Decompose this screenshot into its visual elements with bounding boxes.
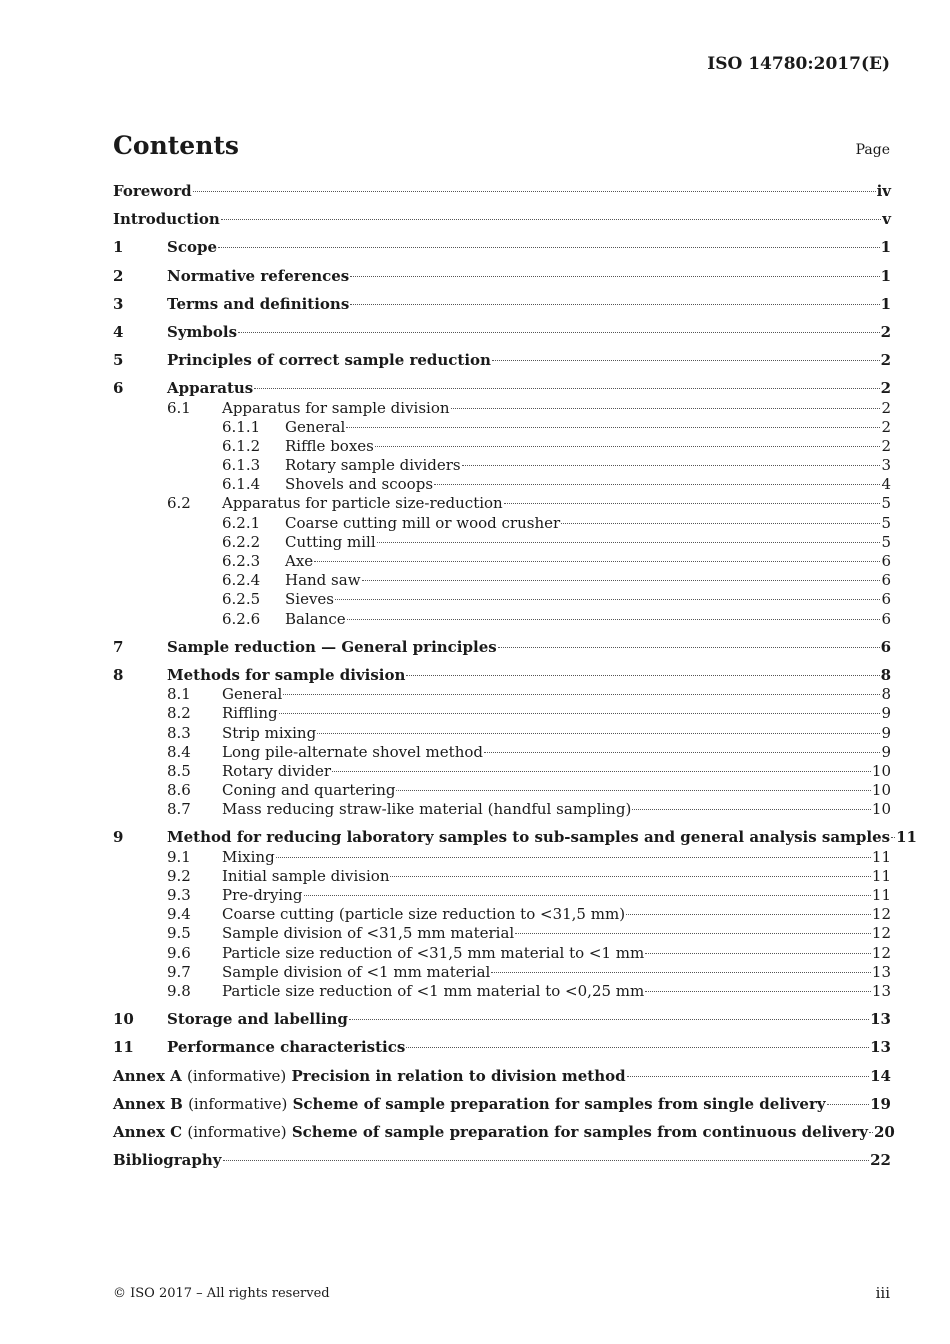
toc-entry-page: 2 bbox=[881, 436, 891, 455]
toc-entry-page: 12 bbox=[871, 924, 891, 943]
toc-entry-title bbox=[167, 1038, 405, 1057]
dot-leader bbox=[627, 1076, 870, 1077]
toc-entry-title-text: Coarse cutting mill or wood crusher bbox=[285, 513, 561, 532]
dot-leader bbox=[362, 580, 881, 581]
toc-entry-page: 5 bbox=[881, 494, 891, 513]
toc-entry-title-text: Mixing bbox=[222, 847, 275, 866]
toc-entry-title-text: Long pile-alternate shovel method bbox=[222, 742, 483, 761]
toc-entry-number: 6.1 bbox=[167, 398, 191, 417]
toc-entry-title bbox=[222, 924, 514, 943]
dot-leader bbox=[515, 933, 871, 934]
toc-entry-page: 2 bbox=[881, 398, 891, 417]
dot-leader bbox=[891, 837, 895, 838]
toc-entry[interactable] bbox=[113, 944, 891, 963]
dot-leader bbox=[350, 276, 879, 277]
toc-entry-title-text: Terms and definitions bbox=[167, 294, 350, 313]
toc-entry-title-text: Rotary sample dividers bbox=[285, 456, 461, 475]
toc-entry-title-text: Coning and quartering bbox=[222, 781, 396, 800]
toc-entry-page: 9 bbox=[881, 742, 891, 761]
toc-entry-number: 9.7 bbox=[167, 962, 191, 981]
toc-entry-title bbox=[285, 571, 361, 590]
toc-entry-number: 9.4 bbox=[167, 905, 191, 924]
toc-entry-number: 1 bbox=[113, 238, 124, 257]
toc-entry-title bbox=[222, 494, 503, 513]
dot-leader bbox=[626, 914, 871, 915]
toc-entry-number: 10 bbox=[113, 1010, 134, 1029]
toc-entry-title-text: Shovels and scoops bbox=[285, 475, 434, 494]
toc-entry-title-text: Balance bbox=[285, 609, 346, 628]
toc-entry-title bbox=[222, 399, 450, 418]
toc-entry-number: 9.8 bbox=[167, 981, 191, 1000]
toc-entry[interactable] bbox=[113, 379, 891, 398]
toc-entry-page: 20 bbox=[873, 1122, 895, 1141]
toc-entry-title bbox=[222, 743, 483, 762]
dot-leader bbox=[504, 503, 881, 504]
dot-leader bbox=[238, 332, 880, 333]
toc-entry-title bbox=[167, 666, 405, 685]
toc-entry-title-text: Methods for sample division bbox=[167, 665, 406, 684]
toc-entry[interactable] bbox=[113, 1095, 891, 1114]
toc-entry-title bbox=[113, 1067, 626, 1086]
dot-leader bbox=[223, 1160, 870, 1161]
toc-entry-page: 2 bbox=[881, 417, 891, 436]
toc-entry[interactable] bbox=[113, 1151, 891, 1170]
toc-entry-title-text: Apparatus for sample division bbox=[222, 398, 450, 417]
toc-entry-title-text: Sample division of <1 mm material bbox=[222, 962, 491, 981]
dot-leader bbox=[304, 895, 871, 896]
toc-entry[interactable] bbox=[113, 1067, 891, 1086]
toc-entry-title-text: Rotary divider bbox=[222, 761, 332, 780]
toc-entry-page: 1 bbox=[880, 266, 891, 285]
toc-entry-title-text: Scheme of sample preparation for samples from single delivery bbox=[292, 1094, 826, 1113]
toc-entry-number: 9.5 bbox=[167, 924, 191, 943]
toc-entry-title-text: Hand saw bbox=[285, 571, 361, 590]
toc-entry[interactable] bbox=[113, 685, 891, 704]
dot-leader bbox=[561, 523, 880, 524]
toc-entry-title bbox=[285, 475, 433, 494]
toc-entry-title-text: Symbols bbox=[167, 322, 238, 341]
toc-entry-number: 4 bbox=[113, 322, 124, 341]
toc-entry-number: 6.2 bbox=[167, 494, 191, 513]
toc-entry-number: 9.2 bbox=[167, 866, 191, 885]
toc-entry-number: 9.6 bbox=[167, 943, 191, 962]
toc-entry-title-text: Axe bbox=[285, 552, 314, 570]
dot-leader bbox=[498, 647, 880, 648]
toc-entry-page: 14 bbox=[870, 1066, 891, 1085]
toc-entry-title bbox=[222, 781, 395, 800]
toc-entry-page: 9 bbox=[881, 723, 891, 742]
table-of-contents bbox=[113, 182, 917, 1170]
toc-entry[interactable] bbox=[113, 828, 917, 847]
toc-entry-page: 4 bbox=[881, 475, 891, 494]
toc-entry-title bbox=[285, 456, 461, 475]
toc-entry[interactable] bbox=[113, 704, 891, 723]
toc-entry-number: 8.5 bbox=[167, 761, 191, 780]
toc-entry-page: 11 bbox=[871, 866, 891, 885]
toc-entry-page: 8 bbox=[881, 685, 891, 704]
toc-entry-title-text: Principles of correct sample reduction bbox=[167, 351, 491, 370]
toc-entry[interactable] bbox=[113, 1122, 895, 1142]
toc-entry-number: 6 bbox=[113, 379, 124, 398]
toc-entry-number: 3 bbox=[113, 294, 124, 313]
toc-entry[interactable] bbox=[113, 867, 891, 886]
toc-entry-title bbox=[222, 886, 303, 905]
toc-entry-number: 8.7 bbox=[167, 800, 191, 819]
toc-entry-page: 19 bbox=[870, 1094, 891, 1113]
toc-entry[interactable] bbox=[113, 743, 891, 762]
dot-leader bbox=[332, 771, 871, 772]
toc-entry-title bbox=[222, 704, 278, 723]
toc-entry-title-text: Cutting mill bbox=[285, 532, 376, 551]
toc-entry-title-text: Mass reducing straw-like material (handful sampling) bbox=[222, 800, 632, 819]
toc-entry[interactable] bbox=[113, 848, 891, 867]
toc-entry-page: 1 bbox=[880, 238, 891, 257]
toc-entry-number: 9 bbox=[113, 828, 124, 847]
dot-leader bbox=[492, 360, 880, 361]
dot-leader bbox=[462, 465, 881, 466]
toc-entry-title bbox=[222, 867, 389, 886]
toc-entry-title-text: Riffle boxes bbox=[285, 436, 374, 455]
toc-entry-page: 12 bbox=[871, 943, 891, 962]
toc-entry-title-text: Bibliography bbox=[113, 1151, 222, 1170]
toc-entry-title bbox=[285, 590, 334, 609]
toc-entry-page: 1 bbox=[880, 294, 891, 313]
toc-entry-number: 6.1.1 bbox=[222, 417, 261, 436]
toc-entry-page: 13 bbox=[871, 981, 891, 1000]
toc-entry-title bbox=[285, 533, 376, 552]
toc-entry[interactable] bbox=[113, 210, 891, 229]
toc-entry[interactable] bbox=[113, 351, 891, 370]
dot-leader bbox=[827, 1104, 870, 1105]
toc-entry-number: 8 bbox=[113, 665, 124, 684]
toc-entry-title-text: Strip mixing bbox=[222, 723, 317, 742]
toc-entry-number: 9.3 bbox=[167, 886, 191, 904]
dot-leader bbox=[390, 876, 870, 877]
toc-entry-title-text: Precision in relation to division method bbox=[291, 1066, 626, 1085]
annex-label: Annex A bbox=[113, 1066, 182, 1085]
toc-entry-page: 11 bbox=[871, 847, 891, 866]
toc-entry-title bbox=[167, 323, 237, 342]
toc-entry-number: 6.2.1 bbox=[222, 513, 261, 532]
toc-entry-page: 6 bbox=[881, 571, 891, 590]
toc-entry-title bbox=[222, 905, 625, 924]
toc-entry[interactable] bbox=[113, 399, 891, 418]
toc-entry-number: 9.1 bbox=[167, 847, 191, 866]
toc-entry[interactable] bbox=[113, 905, 891, 924]
toc-entry-title bbox=[113, 1095, 826, 1114]
toc-entry-title bbox=[113, 1151, 222, 1170]
toc-entry-title-text: Apparatus bbox=[167, 379, 254, 398]
toc-entry-title bbox=[113, 1123, 868, 1142]
toc-entry[interactable] bbox=[113, 800, 891, 819]
dot-leader bbox=[317, 733, 880, 734]
toc-entry-title bbox=[167, 828, 890, 847]
toc-entry-title bbox=[167, 638, 497, 657]
toc-entry-title-text: Riffling bbox=[222, 704, 278, 723]
dot-leader bbox=[279, 713, 881, 714]
toc-entry[interactable] bbox=[113, 182, 891, 201]
toc-entry-title bbox=[113, 210, 220, 229]
toc-entry[interactable] bbox=[113, 781, 891, 800]
toc-entry-title-text: Normative references bbox=[167, 266, 350, 285]
toc-entry-page: 12 bbox=[871, 905, 891, 924]
page-column-label: Page bbox=[855, 142, 890, 158]
toc-entry[interactable] bbox=[113, 552, 891, 571]
toc-entry[interactable] bbox=[113, 295, 891, 314]
toc-entry-title-text: Method for reducing laboratory samples to sub-samples and general analysis samples bbox=[167, 828, 891, 847]
toc-entry[interactable] bbox=[113, 590, 891, 609]
page-number: iii bbox=[875, 1284, 890, 1302]
toc-entry-number: 5 bbox=[113, 351, 124, 370]
dot-leader bbox=[377, 542, 881, 543]
contents-title: Contents bbox=[113, 131, 240, 160]
toc-entry-title-text: Pre-drying bbox=[222, 886, 303, 904]
toc-entry-title-text: Sieves bbox=[285, 590, 334, 609]
annex-informative-label: (informative) bbox=[188, 1094, 288, 1113]
toc-entry-title-text: General bbox=[285, 417, 346, 436]
toc-entry-page: 6 bbox=[880, 637, 891, 656]
toc-entry-title bbox=[285, 514, 560, 533]
toc-entry-title-text: Foreword bbox=[113, 182, 192, 200]
toc-entry-page: 10 bbox=[871, 781, 891, 800]
annex-informative-label: (informative) bbox=[187, 1066, 287, 1085]
toc-entry-number: 8.3 bbox=[167, 723, 191, 742]
toc-entry-title-text: Scope bbox=[167, 238, 218, 257]
toc-entry[interactable] bbox=[113, 418, 891, 437]
annex-label: Annex B bbox=[113, 1094, 183, 1113]
toc-entry-title bbox=[222, 963, 490, 982]
dot-leader bbox=[350, 304, 879, 305]
toc-entry-page: 22 bbox=[870, 1151, 891, 1170]
dot-leader bbox=[645, 991, 871, 992]
toc-entry[interactable] bbox=[113, 1038, 891, 1057]
annex-informative-label: (informative) bbox=[187, 1122, 287, 1141]
toc-entry-page: v bbox=[882, 210, 891, 229]
toc-entry-title-text: Particle size reduction of <31,5 mm material to <1 mm bbox=[222, 943, 645, 962]
toc-entry-number: 2 bbox=[113, 266, 124, 285]
toc-entry-title-text: Initial sample division bbox=[222, 866, 390, 885]
dot-leader bbox=[375, 446, 881, 447]
toc-entry[interactable] bbox=[113, 494, 891, 513]
toc-entry-title bbox=[222, 685, 282, 704]
toc-entry-number: 6.1.4 bbox=[222, 475, 261, 494]
toc-entry-title-text: Sample reduction — General principles bbox=[167, 637, 497, 656]
dot-leader bbox=[406, 675, 879, 676]
toc-entry-title bbox=[222, 800, 631, 819]
dot-leader bbox=[484, 752, 880, 753]
toc-entry-page: 10 bbox=[871, 761, 891, 780]
dot-leader bbox=[254, 388, 879, 389]
toc-entry[interactable] bbox=[113, 886, 891, 905]
toc-entry-title bbox=[167, 267, 349, 286]
toc-entry-page: 10 bbox=[871, 800, 891, 819]
toc-entry[interactable] bbox=[113, 437, 891, 456]
dot-leader bbox=[645, 953, 871, 954]
dot-leader bbox=[218, 247, 880, 248]
toc-entry[interactable] bbox=[113, 762, 891, 781]
document-id: ISO 14780:2017(E) bbox=[707, 54, 890, 74]
toc-entry-number: 8.6 bbox=[167, 781, 191, 800]
toc-entry-title bbox=[285, 418, 345, 437]
dot-leader bbox=[346, 427, 880, 428]
toc-entry[interactable] bbox=[113, 571, 891, 590]
toc-entry-title bbox=[285, 437, 374, 456]
toc-entry-page: 13 bbox=[870, 1010, 891, 1029]
toc-entry-title bbox=[222, 848, 275, 867]
toc-entry-title bbox=[167, 238, 217, 257]
toc-entry-number: 6.2.2 bbox=[222, 532, 261, 551]
toc-entry[interactable] bbox=[113, 666, 891, 685]
toc-entry-page: 11 bbox=[896, 828, 917, 847]
toc-entry-number: 7 bbox=[113, 637, 124, 656]
dot-leader bbox=[451, 408, 881, 409]
toc-entry-title-text: Coarse cutting (particle size reduction to <31,5 mm) bbox=[222, 905, 626, 924]
dot-leader bbox=[193, 191, 876, 192]
toc-entry-page: 2 bbox=[880, 351, 891, 370]
toc-entry-title-text: Apparatus for particle size-reduction bbox=[222, 494, 503, 513]
toc-entry[interactable] bbox=[113, 323, 891, 342]
toc-entry-number: 6.1.2 bbox=[222, 436, 261, 455]
toc-entry-title-text: Performance characteristics bbox=[167, 1038, 406, 1057]
toc-entry-number: 6.2.3 bbox=[222, 552, 261, 570]
toc-entry-number: 6.1.3 bbox=[222, 456, 261, 475]
toc-entry-title-text: Introduction bbox=[113, 210, 220, 229]
toc-entry-title bbox=[167, 295, 349, 314]
dot-leader bbox=[221, 219, 881, 220]
toc-entry-page: 13 bbox=[871, 962, 891, 981]
toc-entry-title-text: Scheme of sample preparation for samples from continuous delivery bbox=[291, 1122, 868, 1141]
toc-entry[interactable] bbox=[113, 238, 891, 257]
toc-entry-number: 6.2.5 bbox=[222, 590, 261, 609]
toc-entry[interactable] bbox=[113, 963, 891, 982]
toc-entry-title bbox=[167, 379, 253, 398]
dot-leader bbox=[335, 599, 880, 600]
toc-entry[interactable] bbox=[113, 514, 891, 533]
toc-entry-page: 6 bbox=[881, 609, 891, 628]
toc-entry[interactable] bbox=[113, 924, 891, 943]
dot-leader bbox=[347, 619, 881, 620]
dot-leader bbox=[434, 484, 880, 485]
toc-entry[interactable] bbox=[113, 533, 891, 552]
toc-entry-number: 8.1 bbox=[167, 685, 191, 704]
toc-entry-page: iv bbox=[876, 182, 891, 200]
toc-entry-page: 13 bbox=[870, 1038, 891, 1057]
toc-entry-title-text: Storage and labelling bbox=[167, 1010, 348, 1029]
dot-leader bbox=[491, 972, 871, 973]
dot-leader bbox=[632, 809, 871, 810]
toc-entry-title bbox=[285, 552, 313, 571]
toc-entry-page: 11 bbox=[871, 886, 891, 904]
dot-leader bbox=[869, 1132, 873, 1133]
dot-leader bbox=[314, 561, 880, 562]
toc-entry-title-text: Particle size reduction of <1 mm material to <0,25 mm bbox=[222, 981, 645, 1000]
toc-entry-page: 3 bbox=[881, 456, 891, 475]
dot-leader bbox=[349, 1019, 869, 1020]
toc-entry-title-text: General bbox=[222, 685, 283, 704]
toc-entry[interactable] bbox=[113, 982, 891, 1001]
toc-entry[interactable] bbox=[113, 475, 891, 494]
toc-entry-title bbox=[167, 1010, 348, 1029]
toc-entry-number: 8.4 bbox=[167, 742, 191, 761]
toc-entry-page: 2 bbox=[880, 322, 891, 341]
toc-entry-number: 6.2.6 bbox=[222, 609, 261, 628]
dot-leader bbox=[276, 857, 871, 858]
toc-entry-title bbox=[222, 982, 644, 1001]
toc-entry-number: 8.2 bbox=[167, 704, 191, 723]
toc-entry[interactable] bbox=[113, 724, 891, 743]
toc-entry-title bbox=[285, 610, 346, 629]
toc-entry[interactable] bbox=[113, 1010, 891, 1029]
toc-entry-page: 5 bbox=[881, 513, 891, 532]
toc-entry-number: 11 bbox=[113, 1038, 134, 1057]
toc-entry-page: 5 bbox=[881, 532, 891, 551]
dot-leader bbox=[406, 1047, 869, 1048]
toc-entry-title bbox=[113, 182, 192, 201]
toc-entry[interactable] bbox=[113, 267, 891, 286]
toc-entry-title bbox=[222, 724, 316, 743]
toc-entry-title bbox=[222, 762, 331, 781]
toc-entry-page: 8 bbox=[880, 665, 891, 684]
toc-entry-page: 9 bbox=[881, 704, 891, 723]
dot-leader bbox=[283, 694, 880, 695]
toc-entry-title bbox=[222, 944, 644, 963]
toc-entry-page: 6 bbox=[881, 552, 891, 570]
toc-entry[interactable] bbox=[113, 610, 891, 629]
toc-entry-page: 2 bbox=[880, 379, 891, 398]
copyright-notice: © ISO 2017 – All rights reserved bbox=[113, 1286, 330, 1301]
dot-leader bbox=[396, 790, 870, 791]
toc-entry-title bbox=[167, 351, 491, 370]
toc-entry-page: 6 bbox=[881, 590, 891, 609]
toc-entry[interactable] bbox=[113, 638, 891, 657]
toc-entry-title-text: Sample division of <31,5 mm material bbox=[222, 924, 515, 943]
annex-label: Annex C bbox=[113, 1122, 183, 1141]
toc-entry-number: 6.2.4 bbox=[222, 571, 261, 590]
toc-entry[interactable] bbox=[113, 456, 891, 475]
